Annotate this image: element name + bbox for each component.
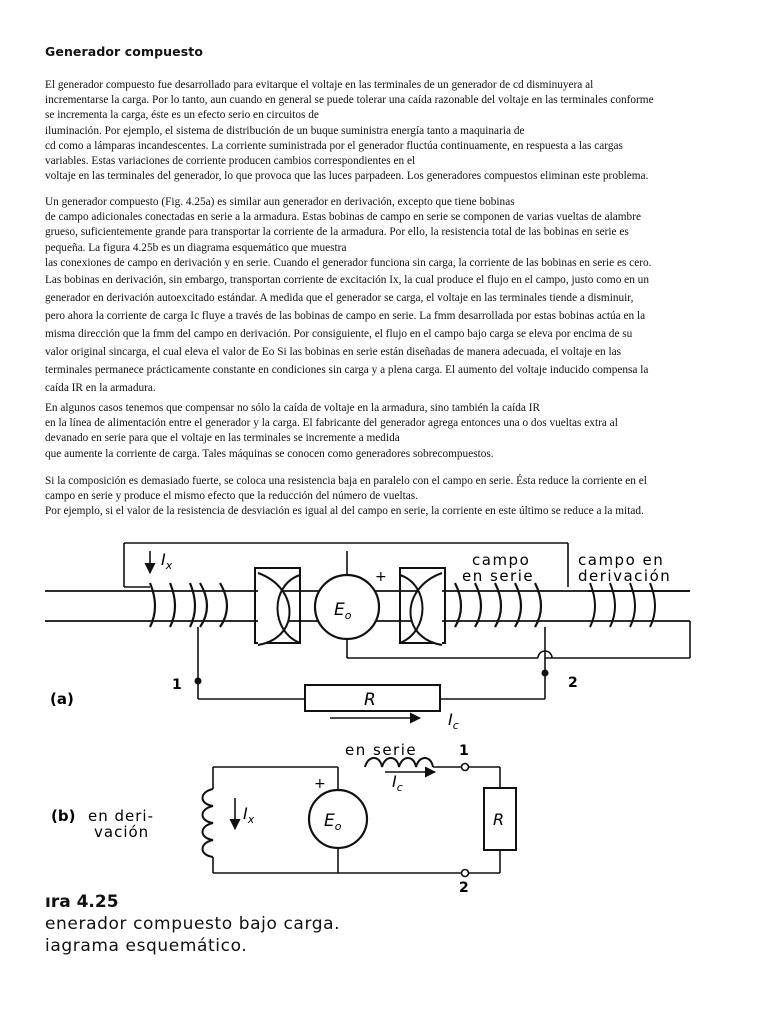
text-line: que aumente la corriente de carga. Tales máquinas se conocen como generadores sobrecompuestos. [45, 447, 494, 460]
text-line: El generador compuesto fue desarrollado para evitarque el voltaje en las terminales de un generador de cd disminuyera al [45, 79, 594, 91]
text-line: de campo adicionales conectadas en serie a la armadura. Estas bobinas de campo en serie se componen de varias vueltas de alambre [45, 211, 641, 224]
label-r-b: R [493, 810, 505, 829]
label-campo-serie-2: en serie [462, 567, 535, 585]
text-line: se incrementa la carga, éste es un efecto serio en circuitos de [45, 109, 319, 122]
text-line: caída IR en la armadura. [45, 382, 156, 395]
text-line: cd como a lámparas incandescentes. La corriente suministrada por el generador fluctúa continuamente, en respuesta a las cargas [45, 139, 623, 152]
text-line: iluminación. Por ejemplo, el sistema de distribución de un buque suministra energía tanto a maquinaria de [45, 124, 525, 137]
text-line: voltaje en las terminales del generador, lo que provoca que las luces parpadeen. Los generadores compuestos eliminan este problema. [45, 170, 649, 183]
panel-label-a: (a) [50, 690, 74, 708]
terminal-2-a: 2 [568, 675, 578, 691]
label-campo-serie-1: campo [472, 551, 531, 569]
paragraph-1 [45, 78, 730, 184]
label-eo-a: $E_o$ [334, 600, 352, 622]
label-campo-deriv-1: campo en [578, 551, 665, 569]
text-line: variables. Estas variaciones de corriente producen cambios correspondientes en el [45, 155, 416, 168]
page-title: Generador compuesto [45, 44, 204, 59]
label-en-derivacion-2: vación [94, 823, 150, 841]
label-plus-b: + [314, 776, 326, 792]
figure-caption [45, 891, 340, 957]
label-ix-a: $I_x$ [161, 550, 173, 572]
text-line: Las bobinas en derivación, sin embargo, transportan corriente de excitación Ix, la cual produce el flujo en el campo, justo como en un [45, 274, 649, 287]
label-en-derivacion-1: en deri- [88, 807, 155, 825]
label-eo-b: $E_o$ [324, 811, 342, 833]
text-line: misma dirección que la fmm del campo en derivación. Por consiguiente, el flujo en el campo bajo carga se eleva por encima de su [45, 328, 633, 341]
text-line: las conexiones de campo en derivación y en serie. Cuando el generador funciona sin carga, la corriente de las bobinas en serie es cero. [45, 256, 652, 269]
terminal-1-b: 1 [459, 743, 469, 759]
text-line: devanado en serie para que el voltaje en las terminales se incremente a medida [45, 432, 400, 445]
label-en-serie-b: en serie [345, 741, 418, 759]
text-line: En algunos casos tenemos que compensar no sólo la caída de voltaje en la armadura, sino también la caída IR [45, 402, 541, 414]
label-ix-b: $I_x$ [243, 804, 255, 826]
text-line: grueso, suficientemente grande para transportar la corriente de la armadura. Por ello, la resistencia total de las bobinas en serie es [45, 226, 629, 239]
text-line: Si la composición es demasiado fuerte, se coloca una resistencia baja en paralelo con el campo en serie. Ésta reduce la corriente en el [45, 475, 647, 487]
paragraph-2 [45, 195, 730, 397]
terminal-2-b: 2 [459, 880, 469, 896]
paragraph-4 [45, 474, 730, 520]
label-campo-deriv-2: derivación [578, 567, 672, 585]
text-line: campo en serie y produce el mismo efecto que la reducción del número de vueltas. [45, 490, 418, 503]
label-ic-b: $I_c$ [392, 772, 403, 794]
caption-line-3: iagrama esquemático. [45, 936, 248, 956]
text-line: incrementarse la carga. Por lo tanto, aun cuando en general se puede tolerar una caída razonable del voltaje en las terminales conforme [45, 94, 654, 107]
text-line: Por ejemplo, si el valor de la resistencia de desviación es igual al del campo en serie, la corriente en este último se reduce a la mitad. [45, 505, 644, 518]
label-plus-a: + [375, 569, 387, 585]
paragraph-3 [45, 401, 730, 462]
caption-line-1: ıra 4.25 [45, 892, 119, 912]
caption-line-2: enerador compuesto bajo carga. [45, 914, 341, 934]
label-ic-a: $I_c$ [448, 710, 459, 732]
text-line: generador en derivación autoexcitado estándar. A medida que el generador se carga, el voltaje en las terminales tiende a disminuir, [45, 292, 634, 305]
panel-label-b: (b) [51, 807, 76, 825]
text-line: terminales permanece prácticamente constante en condiciones sin carga y a plena carga. El aumento del voltaje inducido compensa la [45, 364, 649, 377]
text-line: pequeña. La figura 4.25b es un diagrama esquemático que muestra [45, 241, 347, 254]
terminal-1-a: 1 [172, 677, 182, 693]
label-r-a: R [364, 690, 376, 710]
text-line: valor original sincarga, el cual eleva el valor de Eo Si las bobinas en serie están diseñadas de manera adecuada, el voltaje en las [45, 346, 622, 359]
text-line: en la línea de alimentación entre el generador y la carga. El fabricante del generador agrega entonces una o dos vueltas extra al [45, 417, 618, 430]
text-line: pero ahora la corriente de carga Ic fluye a través de las bobinas de campo en serie. La fmm desarrollada por estas bobinas actúa en la [45, 310, 646, 323]
text-line: Un generador compuesto (Fig. 4.25a) es similar aun generador en derivación, excepto que tiene bobinas [45, 196, 515, 208]
